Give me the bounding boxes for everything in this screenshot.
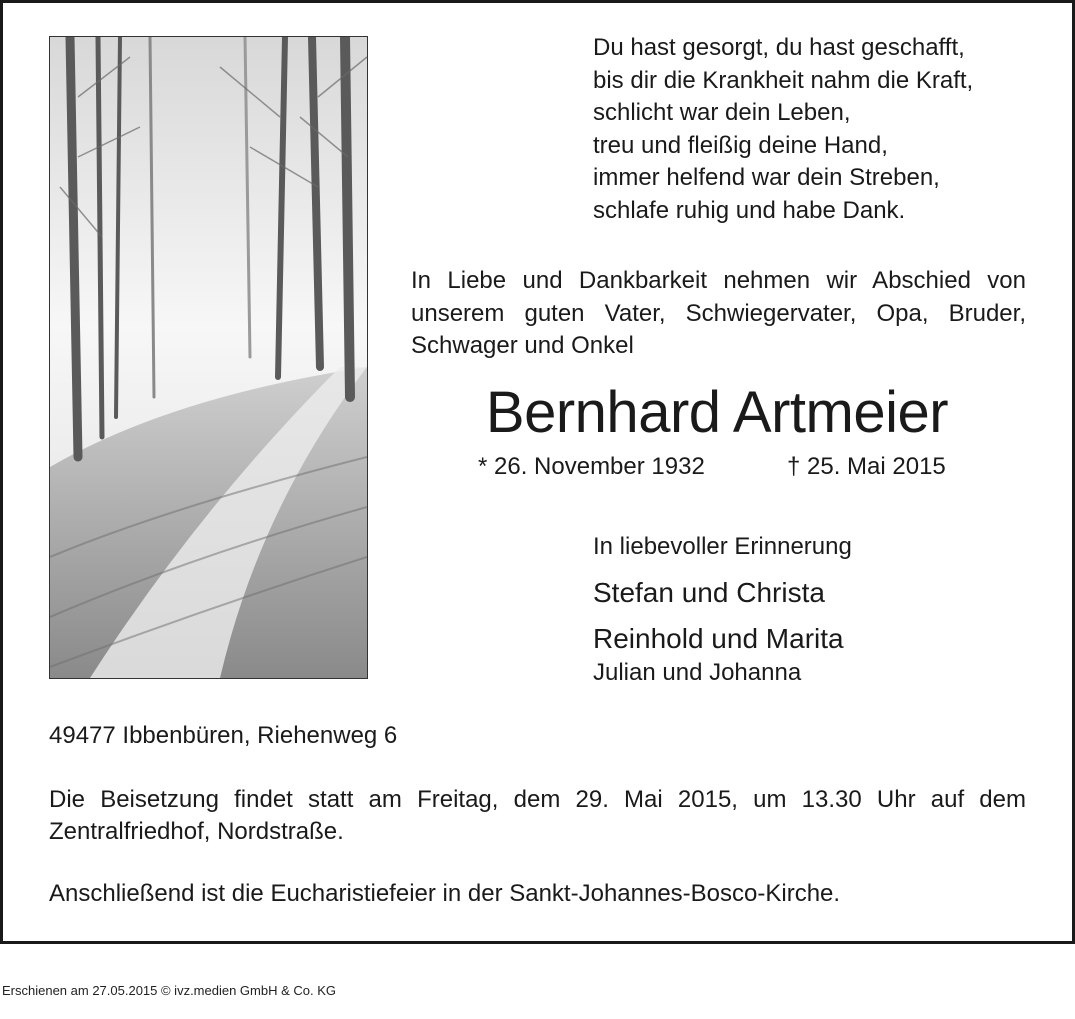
poem-line: treu und fleißig deine Hand, [593,131,888,159]
mass-notice: Anschließend ist die Eucharistiefeier in der Sankt-Johannes-Bosco-Kirche. [49,880,841,907]
mourner-family: Reinhold und Marita [593,623,844,654]
farewell-intro: In Liebe und Dankbarkeit nehmen wir Abschied von unserem guten Vater, Schwiegervater, Opa, Bruder, Schwager und Onkel [411,267,1026,359]
deceased-name: Bernhard Artmeier [485,380,949,445]
publication-footer: Erschienen am 27.05.2015 © ivz.medien GmbH & Co. KG [2,983,337,998]
memory-heading: In liebevoller Erinnerung [593,533,852,560]
poem-line: schlafe ruhig und habe Dank. [593,196,906,224]
mourner-family: Julian und Johanna [593,659,802,686]
poem-line: Du hast gesorgt, du hast geschafft, [593,34,965,61]
death-date: † 25. Mai 2015 [787,453,946,480]
burial-notice: Die Beisetzung findet statt am Freitag, dem 29. Mai 2015, um 13.30 Uhr auf dem Zentralfriedhof, Nordstraße. [49,786,1026,845]
poem [593,32,973,227]
birth-date: * 26. November 1932 [478,453,705,480]
poem-line: schlicht war dein Leben, [593,99,851,126]
misty-forest-path-image [49,36,368,679]
family-address: 49477 Ibbenbüren, Riehenweg 6 [49,722,398,749]
poem-line: bis dir die Krankheit nahm die Kraft, [593,66,974,94]
poem-line: immer helfend war dein Streben, [593,164,940,191]
mourner-family: Stefan und Christa [593,577,825,608]
